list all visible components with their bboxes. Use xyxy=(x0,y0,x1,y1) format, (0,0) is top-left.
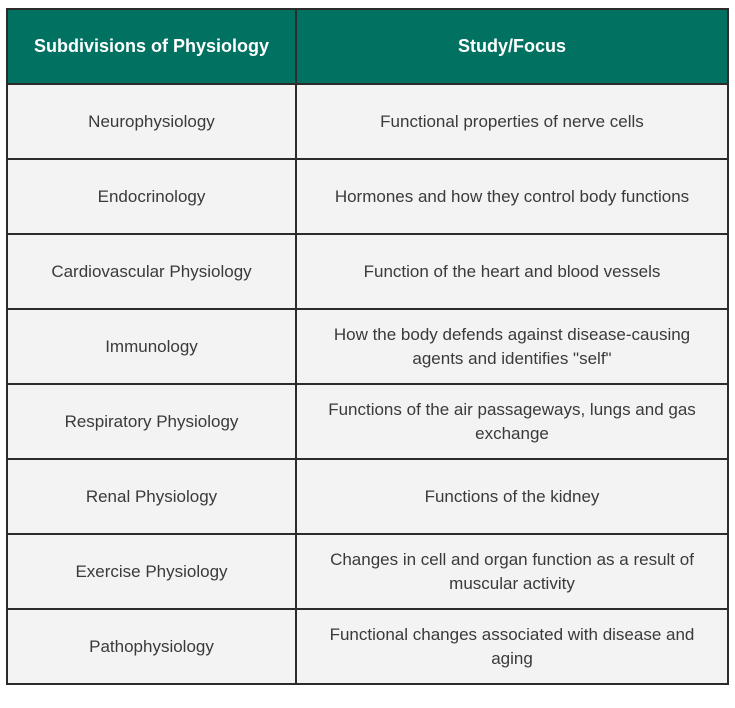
focus-cell: Functions of the air passageways, lungs and gas exchange xyxy=(296,384,728,459)
subdivision-cell: Exercise Physiology xyxy=(7,534,296,609)
header-subdivisions: Subdivisions of Physiology xyxy=(7,9,296,84)
subdivision-cell: Endocrinology xyxy=(7,159,296,234)
focus-cell: Hormones and how they control body functions xyxy=(296,159,728,234)
subdivision-cell: Immunology xyxy=(7,309,296,384)
physiology-table-container xyxy=(6,8,727,685)
table-row xyxy=(7,459,728,534)
header-row xyxy=(7,9,728,84)
focus-cell: Function of the heart and blood vessels xyxy=(296,234,728,309)
physiology-table xyxy=(6,8,729,685)
table-row xyxy=(7,309,728,384)
subdivision-cell: Pathophysiology xyxy=(7,609,296,684)
subdivision-cell: Renal Physiology xyxy=(7,459,296,534)
table-row xyxy=(7,534,728,609)
focus-cell: Changes in cell and organ function as a result of muscular activity xyxy=(296,534,728,609)
subdivision-cell: Neurophysiology xyxy=(7,84,296,159)
table-row xyxy=(7,609,728,684)
focus-cell: Functions of the kidney xyxy=(296,459,728,534)
table-row xyxy=(7,234,728,309)
table-row xyxy=(7,159,728,234)
subdivision-cell: Cardiovascular Physiology xyxy=(7,234,296,309)
subdivision-cell: Respiratory Physiology xyxy=(7,384,296,459)
header-study-focus: Study/Focus xyxy=(296,9,728,84)
focus-cell: How the body defends against disease-causing agents and identifies "self" xyxy=(296,309,728,384)
table-row xyxy=(7,384,728,459)
focus-cell: Functional changes associated with disease and aging xyxy=(296,609,728,684)
focus-cell: Functional properties of nerve cells xyxy=(296,84,728,159)
table-row xyxy=(7,84,728,159)
